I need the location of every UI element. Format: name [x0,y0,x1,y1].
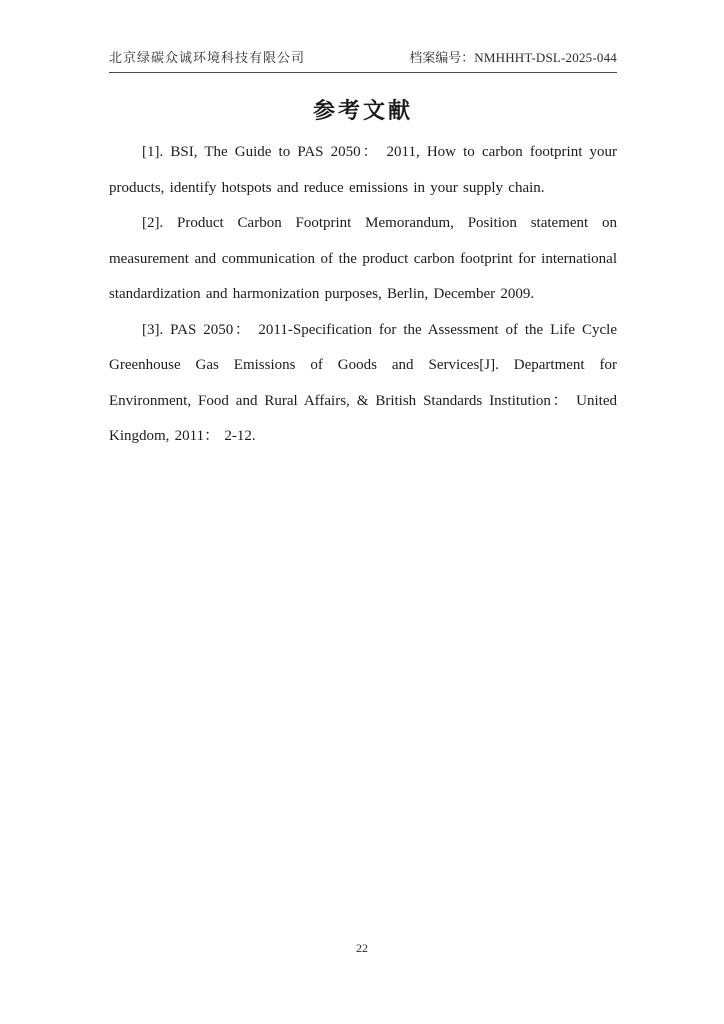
reference-item: [3]. PAS 2050： 2011-Specification for the Assessment of the Life Cycle Greenhouse Gas Emissions of Goods and Services[J]. Department for Environment, Food and Rural Affairs, & British Standards Institution： United Kingdom, 2011： 2-12. [109,321,617,444]
reference-item: [2]. Product Carbon Footprint Memorandum, Position statement on measurement and communication of the product carbon footprint for international standardization and harmonization purposes, Berlin, December 2009. [109,215,617,302]
page-header [109,50,617,73]
references-list [109,135,617,455]
page-number: 22 [356,941,368,955]
doc-number-value: NMHHHT-DSL-2025-044 [474,50,617,65]
doc-number [409,50,617,65]
page-content [109,50,617,455]
company-name: 北京绿碳众诚环境科技有限公司 [109,50,306,65]
doc-number-label: 档案编号： [409,50,475,65]
page-title: 参考文献 [312,98,413,123]
reference-item: [1]. BSI, The Guide to PAS 2050： 2011, How to carbon footprint your products, identify hotspots and reduce emissions in your supply chain. [109,144,617,196]
